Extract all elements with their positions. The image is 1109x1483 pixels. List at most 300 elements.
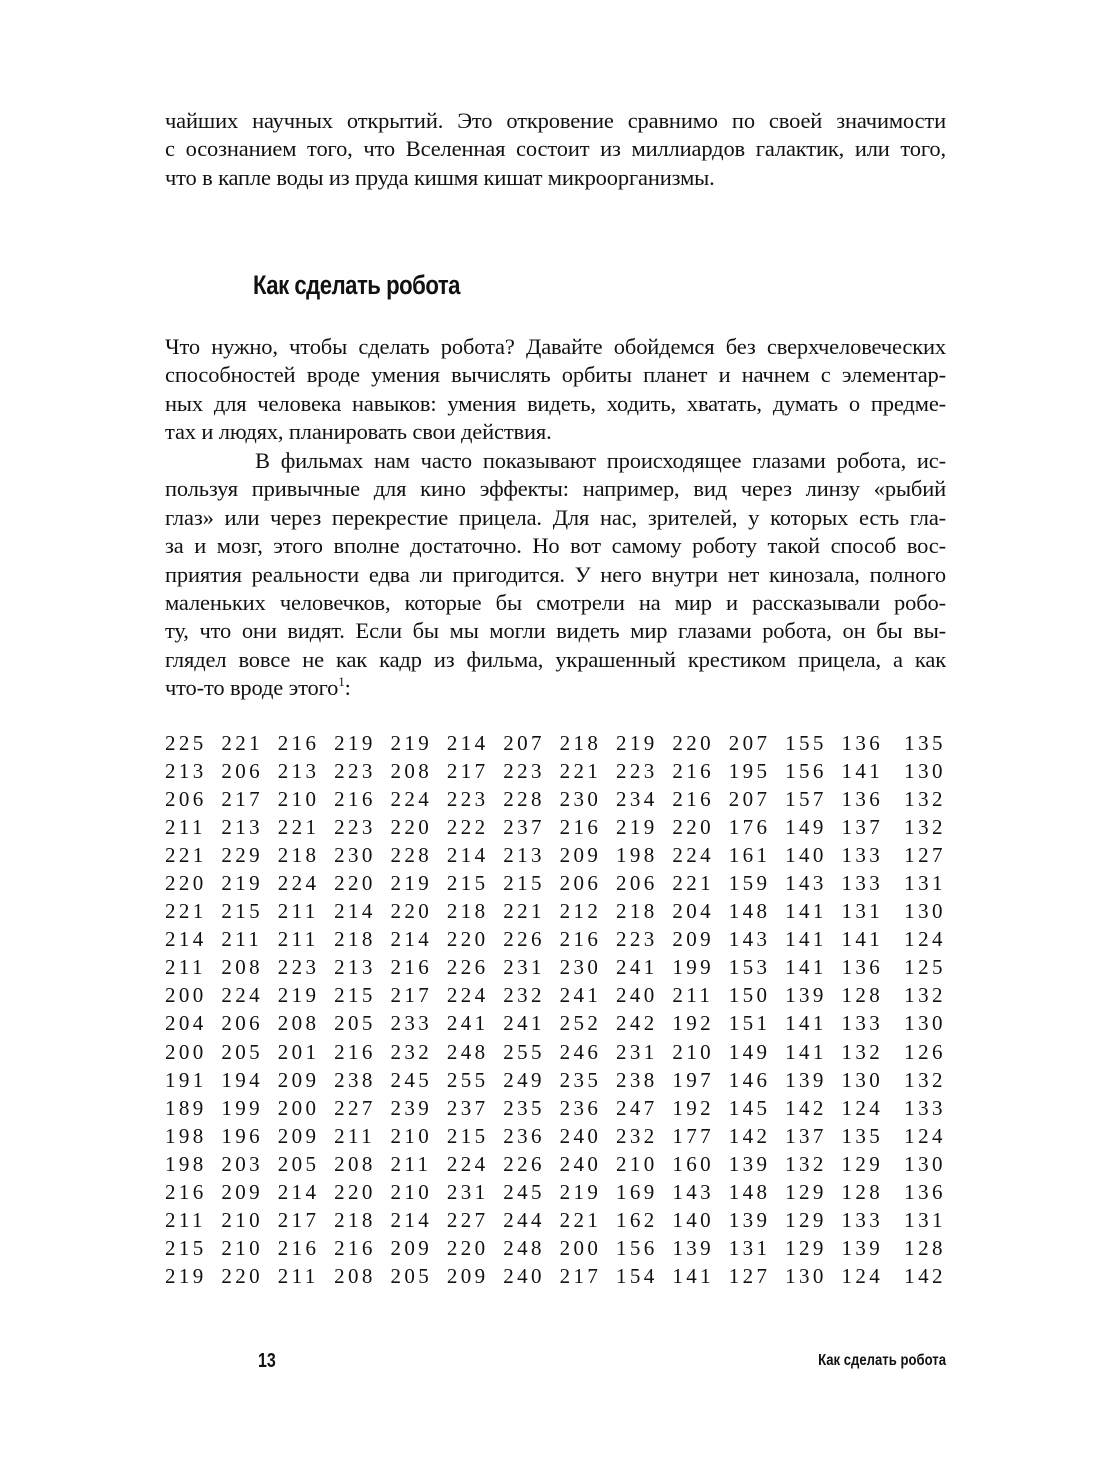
grid-cell: 139	[672, 1235, 715, 1260]
grid-cell: 224	[446, 983, 489, 1008]
grid-cell: 217	[559, 1263, 602, 1288]
text-line: Что нужно, чтобы сделать робота? Давайте обойдемся без сверхчеловеческих	[165, 334, 946, 359]
grid-cell: 141	[672, 1263, 715, 1288]
grid-cell: 140	[672, 1207, 715, 1232]
grid-cell: 237	[503, 815, 545, 840]
grid-cell: 223	[503, 759, 545, 784]
grid-cell: 216	[334, 787, 376, 812]
grid-cell: 207	[728, 731, 771, 755]
text-line: что-то вроде этого	[165, 675, 339, 701]
grid-cell: 216	[165, 1179, 207, 1204]
grid-cell: 216	[277, 731, 320, 755]
grid-cell: 124	[904, 927, 946, 952]
grid-cell: 133	[841, 1207, 884, 1232]
grid-cell: 232	[616, 1123, 658, 1148]
grid-cell: 244	[503, 1207, 545, 1232]
grid-cell: 215	[503, 871, 545, 896]
grid-cell: 206	[221, 1011, 264, 1036]
grid-cell: 130	[904, 1011, 946, 1036]
grid-cell: 247	[616, 1095, 658, 1120]
grid-cell: 242	[616, 1011, 658, 1036]
grid-cell: 223	[616, 759, 658, 784]
grid-cell: 219	[277, 983, 320, 1008]
grid-cell: 220	[334, 871, 376, 896]
grid-cell: 135	[904, 731, 946, 755]
grid-cell: 199	[221, 1095, 264, 1120]
text-line: тах и людях, планировать свои действия.	[165, 419, 552, 445]
grid-row	[165, 1094, 946, 1122]
grid-cell: 149	[728, 1039, 771, 1064]
grid-cell: 162	[616, 1207, 658, 1232]
grid-cell: 220	[221, 1263, 264, 1288]
grid-cell: 209	[277, 1067, 320, 1092]
grid-row	[165, 841, 946, 869]
pixel-value-grid	[165, 729, 946, 1290]
grid-cell: 248	[503, 1235, 545, 1260]
grid-cell: 230	[559, 787, 602, 812]
grid-cell: 225	[165, 731, 207, 755]
grid-cell: 136	[904, 1179, 946, 1204]
grid-cell: 220	[672, 731, 715, 755]
grid-cell: 130	[785, 1263, 827, 1288]
grid-cell: 194	[221, 1067, 264, 1092]
grid-cell: 255	[446, 1067, 489, 1092]
grid-cell: 210	[277, 787, 320, 812]
grid-cell: 233	[390, 1011, 433, 1036]
grid-cell: 219	[559, 1179, 602, 1204]
grid-cell: 150	[728, 983, 771, 1008]
grid-cell: 235	[503, 1095, 545, 1120]
grid-cell: 219	[616, 815, 658, 840]
grid-cell: 218	[446, 899, 489, 924]
grid-cell: 216	[559, 815, 602, 840]
grid-cell: 124	[841, 1263, 884, 1288]
grid-cell: 141	[841, 927, 884, 952]
text-line: ту, что они видят. Если бы мы могли видеть мир глазами робота, он бы вы-	[165, 618, 946, 644]
grid-cell: 131	[728, 1235, 771, 1260]
grid-cell: 235	[559, 1067, 602, 1092]
grid-cell: 230	[559, 955, 602, 980]
grid-cell: 129	[785, 1207, 827, 1232]
grid-cell: 145	[728, 1095, 771, 1120]
grid-cell: 241	[503, 1011, 545, 1036]
grid-cell: 223	[334, 815, 376, 840]
grid-cell: 208	[334, 1151, 376, 1176]
grid-cell: 192	[672, 1011, 715, 1036]
grid-cell: 213	[503, 843, 545, 868]
grid-cell: 228	[390, 843, 433, 868]
grid-cell: 206	[221, 759, 264, 784]
grid-cell: 132	[785, 1151, 827, 1176]
grid-cell: 248	[446, 1039, 489, 1064]
grid-cell: 129	[785, 1179, 827, 1204]
grid-cell: 197	[672, 1067, 715, 1092]
grid-cell: 216	[672, 787, 715, 812]
grid-cell: 215	[221, 899, 264, 924]
grid-cell: 169	[616, 1179, 658, 1204]
footnote-marker[interactable]: 1	[338, 674, 345, 690]
grid-cell: 129	[841, 1151, 884, 1176]
grid-cell: 208	[390, 759, 433, 784]
section-heading: Как сделать робота	[253, 270, 460, 300]
grid-cell: 246	[559, 1039, 602, 1064]
text-line: В фильмах нам часто показывают происходящее глазами робота, ис-	[255, 448, 946, 473]
grid-cell: 214	[390, 1207, 433, 1232]
grid-cell: 219	[616, 731, 658, 755]
grid-cell: 221	[559, 759, 602, 784]
grid-cell: 137	[785, 1123, 827, 1148]
grid-cell: 231	[446, 1179, 489, 1204]
grid-cell: 232	[390, 1039, 433, 1064]
grid-cell: 236	[503, 1123, 545, 1148]
grid-cell: 217	[390, 983, 433, 1008]
grid-cell: 215	[334, 983, 376, 1008]
grid-cell: 126	[904, 1039, 946, 1064]
grid-row	[165, 953, 946, 981]
grid-cell: 205	[390, 1263, 433, 1288]
grid-cell: 210	[672, 1039, 715, 1064]
text-line: глаз» или через перекрестие прицела. Для нас, зрителей, у которых есть гла-	[165, 504, 946, 530]
grid-cell: 236	[559, 1095, 602, 1120]
grid-cell: 154	[616, 1263, 658, 1288]
grid-cell: 220	[672, 815, 715, 840]
grid-cell: 216	[672, 759, 715, 784]
grid-cell: 218	[334, 927, 376, 952]
grid-cell: 210	[221, 1235, 264, 1260]
grid-cell: 239	[390, 1095, 433, 1120]
grid-cell: 139	[785, 1067, 827, 1092]
grid-cell: 133	[841, 843, 884, 868]
grid-cell: 232	[503, 983, 545, 1008]
grid-cell: 130	[904, 899, 946, 924]
grid-cell: 208	[277, 1011, 320, 1036]
grid-cell: 132	[904, 983, 946, 1008]
grid-cell: 209	[221, 1179, 264, 1204]
grid-cell: 136	[841, 787, 884, 812]
grid-cell: 230	[334, 843, 376, 868]
grid-cell: 209	[672, 927, 715, 952]
grid-cell: 203	[221, 1151, 264, 1176]
grid-cell: 226	[503, 927, 545, 952]
grid-cell: 139	[785, 983, 827, 1008]
text-line: маленьких человечков, которые бы смотрели на мир и рассказывали робо-	[165, 590, 946, 616]
grid-cell: 128	[841, 983, 884, 1008]
grid-cell: 221	[672, 871, 715, 896]
grid-cell: 141	[841, 759, 884, 784]
grid-cell: 224	[390, 787, 433, 812]
grid-cell: 204	[672, 899, 715, 924]
grid-cell: 211	[165, 1207, 206, 1232]
grid-cell: 218	[334, 1207, 376, 1232]
grid-cell: 130	[904, 1151, 946, 1176]
grid-cell: 241	[446, 1011, 489, 1036]
grid-cell: 137	[841, 815, 884, 840]
grid-row	[165, 1178, 946, 1206]
text-line: за и мозг, этого вполне достаточно. Но вот самому роботу такой способ вос-	[165, 533, 946, 559]
grid-cell: 132	[904, 1067, 946, 1092]
grid-cell: 151	[728, 1011, 771, 1036]
grid-cell: 215	[446, 1123, 489, 1148]
grid-cell: 208	[221, 955, 264, 980]
grid-cell: 214	[277, 1179, 320, 1204]
grid-cell: 142	[728, 1123, 771, 1148]
grid-cell: 220	[390, 899, 433, 924]
grid-cell: 201	[277, 1039, 320, 1064]
grid-cell: 224	[446, 1151, 489, 1176]
text-line-with-footnote	[165, 674, 946, 702]
grid-cell: 220	[446, 927, 489, 952]
grid-cell: 216	[334, 1235, 376, 1260]
text-line: чайших научных открытий. Это откровение сравнимо по своей значимости	[165, 108, 946, 133]
grid-cell: 221	[165, 899, 207, 924]
grid-cell: 211	[277, 927, 319, 952]
grid-cell: 231	[503, 955, 545, 980]
grid-row	[165, 1262, 946, 1290]
grid-cell: 148	[728, 899, 771, 924]
grid-cell: 128	[904, 1235, 946, 1260]
grid-cell: 149	[785, 815, 827, 840]
grid-cell: 143	[672, 1179, 715, 1204]
grid-cell: 135	[841, 1123, 884, 1148]
grid-cell: 141	[785, 927, 827, 952]
grid-cell: 211	[390, 1151, 432, 1176]
grid-cell: 127	[728, 1263, 771, 1288]
grid-cell: 160	[672, 1151, 715, 1176]
grid-cell: 231	[616, 1039, 658, 1064]
grid-cell: 177	[672, 1123, 715, 1148]
grid-cell: 219	[334, 731, 376, 755]
grid-cell: 125	[904, 955, 946, 980]
grid-cell: 200	[165, 1039, 207, 1064]
grid-cell: 224	[221, 983, 264, 1008]
grid-cell: 206	[559, 871, 602, 896]
grid-cell: 140	[785, 843, 827, 868]
grid-cell: 132	[904, 787, 946, 812]
grid-cell: 124	[841, 1095, 884, 1120]
grid-cell: 218	[616, 899, 658, 924]
grid-cell: 213	[221, 815, 264, 840]
grid-cell: 139	[728, 1151, 771, 1176]
grid-cell: 211	[672, 983, 714, 1008]
grid-cell: 210	[390, 1123, 433, 1148]
grid-cell: 226	[503, 1151, 545, 1176]
grid-row	[165, 1122, 946, 1150]
grid-cell: 141	[785, 955, 827, 980]
grid-cell: 133	[841, 1011, 884, 1036]
grid-cell: 214	[334, 899, 376, 924]
grid-cell: 212	[559, 899, 602, 924]
grid-cell: 218	[559, 731, 602, 755]
grid-cell: 220	[334, 1179, 376, 1204]
grid-row	[165, 1150, 946, 1178]
grid-cell: 207	[503, 731, 545, 755]
grid-cell: 217	[221, 787, 264, 812]
grid-cell: 191	[165, 1067, 207, 1092]
grid-cell: 198	[165, 1151, 207, 1176]
grid-cell: 211	[165, 955, 206, 980]
paragraph-robot-vision	[165, 447, 946, 703]
grid-cell: 216	[390, 955, 433, 980]
grid-cell: 139	[728, 1207, 771, 1232]
grid-cell: 221	[559, 1207, 602, 1232]
grid-cell: 133	[904, 1095, 946, 1120]
grid-cell: 220	[446, 1235, 489, 1260]
grid-cell: 195	[728, 759, 771, 784]
grid-cell: 131	[841, 899, 884, 924]
grid-cell: 132	[841, 1039, 884, 1064]
grid-cell: 142	[904, 1263, 946, 1288]
grid-cell: 176	[728, 815, 771, 840]
grid-cell: 159	[728, 871, 771, 896]
grid-cell: 240	[559, 1151, 602, 1176]
grid-cell: 222	[446, 815, 489, 840]
grid-cell: 221	[165, 843, 207, 868]
grid-cell: 156	[785, 759, 827, 784]
grid-cell: 205	[277, 1151, 320, 1176]
grid-cell: 216	[334, 1039, 376, 1064]
grid-cell: 200	[559, 1235, 602, 1260]
grid-cell: 213	[277, 759, 320, 784]
paragraph-continuation	[165, 107, 946, 192]
text-line: приятия реальности едва ли пригодится. У него внутри нет кинозала, полного	[165, 561, 946, 587]
grid-cell: 255	[503, 1039, 545, 1064]
grid-cell: 216	[559, 927, 602, 952]
text-line: ных для человека навыков: умения видеть, ходить, хватать, думать о предме-	[165, 390, 946, 416]
grid-cell: 155	[785, 731, 827, 755]
text-line: глядел вовсе не как кадр из фильма, украшенный крестиком прицела, а как	[165, 646, 946, 672]
grid-cell: 211	[277, 899, 319, 924]
grid-cell: 221	[503, 899, 545, 924]
grid-cell: 219	[165, 1263, 207, 1288]
grid-cell: 205	[334, 1011, 376, 1036]
grid-cell: 141	[785, 1039, 827, 1064]
grid-row	[165, 981, 946, 1009]
grid-cell: 245	[503, 1179, 545, 1204]
grid-cell: 198	[616, 843, 658, 868]
grid-cell: 217	[277, 1207, 320, 1232]
grid-cell: 143	[785, 871, 827, 896]
text-line: что в капле воды из пруда кишмя кишат микроорганизмы.	[165, 164, 715, 190]
grid-cell: 199	[672, 955, 715, 980]
grid-cell: 227	[446, 1207, 489, 1232]
paragraph-intro	[165, 333, 946, 447]
grid-cell: 238	[616, 1067, 658, 1092]
grid-cell: 131	[904, 871, 946, 896]
grid-cell: 192	[672, 1095, 715, 1120]
grid-cell: 210	[221, 1207, 264, 1232]
grid-cell: 219	[390, 871, 433, 896]
grid-cell: 148	[728, 1179, 771, 1204]
grid-cell: 128	[841, 1179, 884, 1204]
grid-cell: 141	[785, 899, 827, 924]
grid-row	[165, 1234, 946, 1262]
grid-cell: 205	[221, 1039, 264, 1064]
grid-cell: 214	[390, 927, 433, 952]
grid-cell: 214	[446, 731, 489, 755]
grid-row	[165, 1009, 946, 1037]
grid-cell: 207	[728, 787, 771, 812]
grid-cell: 130	[841, 1067, 884, 1092]
grid-cell: 204	[165, 1011, 207, 1036]
text-line: способностей вроде умения вычислять орбиты планет и начнем с элементар-	[165, 362, 946, 388]
grid-cell: 208	[334, 1263, 376, 1288]
grid-cell: 216	[277, 1235, 320, 1260]
grid-cell: 224	[672, 843, 715, 868]
grid-cell: 132	[904, 815, 946, 840]
grid-cell: 223	[616, 927, 658, 952]
grid-cell: 223	[277, 955, 320, 980]
grid-cell: 214	[446, 843, 489, 868]
grid-cell: 240	[559, 1123, 602, 1148]
grid-row	[165, 925, 946, 953]
grid-row	[165, 1066, 946, 1094]
grid-cell: 229	[221, 843, 264, 868]
grid-cell: 196	[221, 1123, 264, 1148]
grid-cell: 136	[841, 731, 884, 755]
grid-cell: 161	[728, 843, 771, 868]
grid-cell: 211	[221, 927, 263, 952]
grid-cell: 245	[390, 1067, 433, 1092]
grid-cell: 240	[503, 1263, 545, 1288]
grid-cell: 213	[334, 955, 376, 980]
grid-cell: 221	[277, 815, 320, 840]
grid-cell: 221	[221, 731, 264, 755]
grid-cell: 209	[390, 1235, 433, 1260]
grid-row	[165, 757, 946, 785]
grid-cell: 228	[503, 787, 545, 812]
grid-cell: 218	[277, 843, 320, 868]
grid-row	[165, 869, 946, 897]
grid-cell: 133	[841, 871, 884, 896]
grid-cell: 238	[334, 1067, 376, 1092]
grid-cell: 226	[446, 955, 489, 980]
grid-cell: 241	[559, 983, 602, 1008]
grid-cell: 211	[165, 815, 206, 840]
grid-cell: 219	[390, 731, 433, 755]
running-head: Как сделать робота	[818, 1352, 946, 1369]
grid-cell: 227	[334, 1095, 376, 1120]
grid-row	[165, 729, 946, 757]
text-line: пользуя привычные для кино эффекты: например, вид через линзу «рыбий	[165, 476, 946, 502]
grid-cell: 210	[390, 1179, 433, 1204]
grid-cell: 156	[616, 1235, 658, 1260]
grid-cell: 209	[446, 1263, 489, 1288]
grid-cell: 237	[446, 1095, 489, 1120]
grid-cell: 206	[616, 871, 658, 896]
grid-cell: 213	[165, 759, 207, 784]
grid-cell: 142	[785, 1095, 827, 1120]
grid-cell: 124	[904, 1123, 946, 1148]
grid-cell: 200	[277, 1095, 320, 1120]
grid-cell: 210	[616, 1151, 658, 1176]
grid-cell: 200	[165, 983, 207, 1008]
grid-cell: 215	[446, 871, 489, 896]
grid-row	[165, 1206, 946, 1234]
grid-cell: 143	[728, 927, 771, 952]
grid-cell: 129	[785, 1235, 827, 1260]
grid-cell: 219	[221, 871, 264, 896]
grid-cell: 139	[841, 1235, 884, 1260]
grid-cell: 209	[559, 843, 602, 868]
grid-cell: 252	[559, 1011, 602, 1036]
grid-cell: 214	[165, 927, 207, 952]
grid-cell: 189	[165, 1095, 207, 1120]
grid-cell: 223	[334, 759, 376, 784]
grid-row	[165, 785, 946, 813]
grid-cell: 234	[616, 787, 658, 812]
grid-cell: 130	[904, 759, 946, 784]
grid-row	[165, 813, 946, 841]
